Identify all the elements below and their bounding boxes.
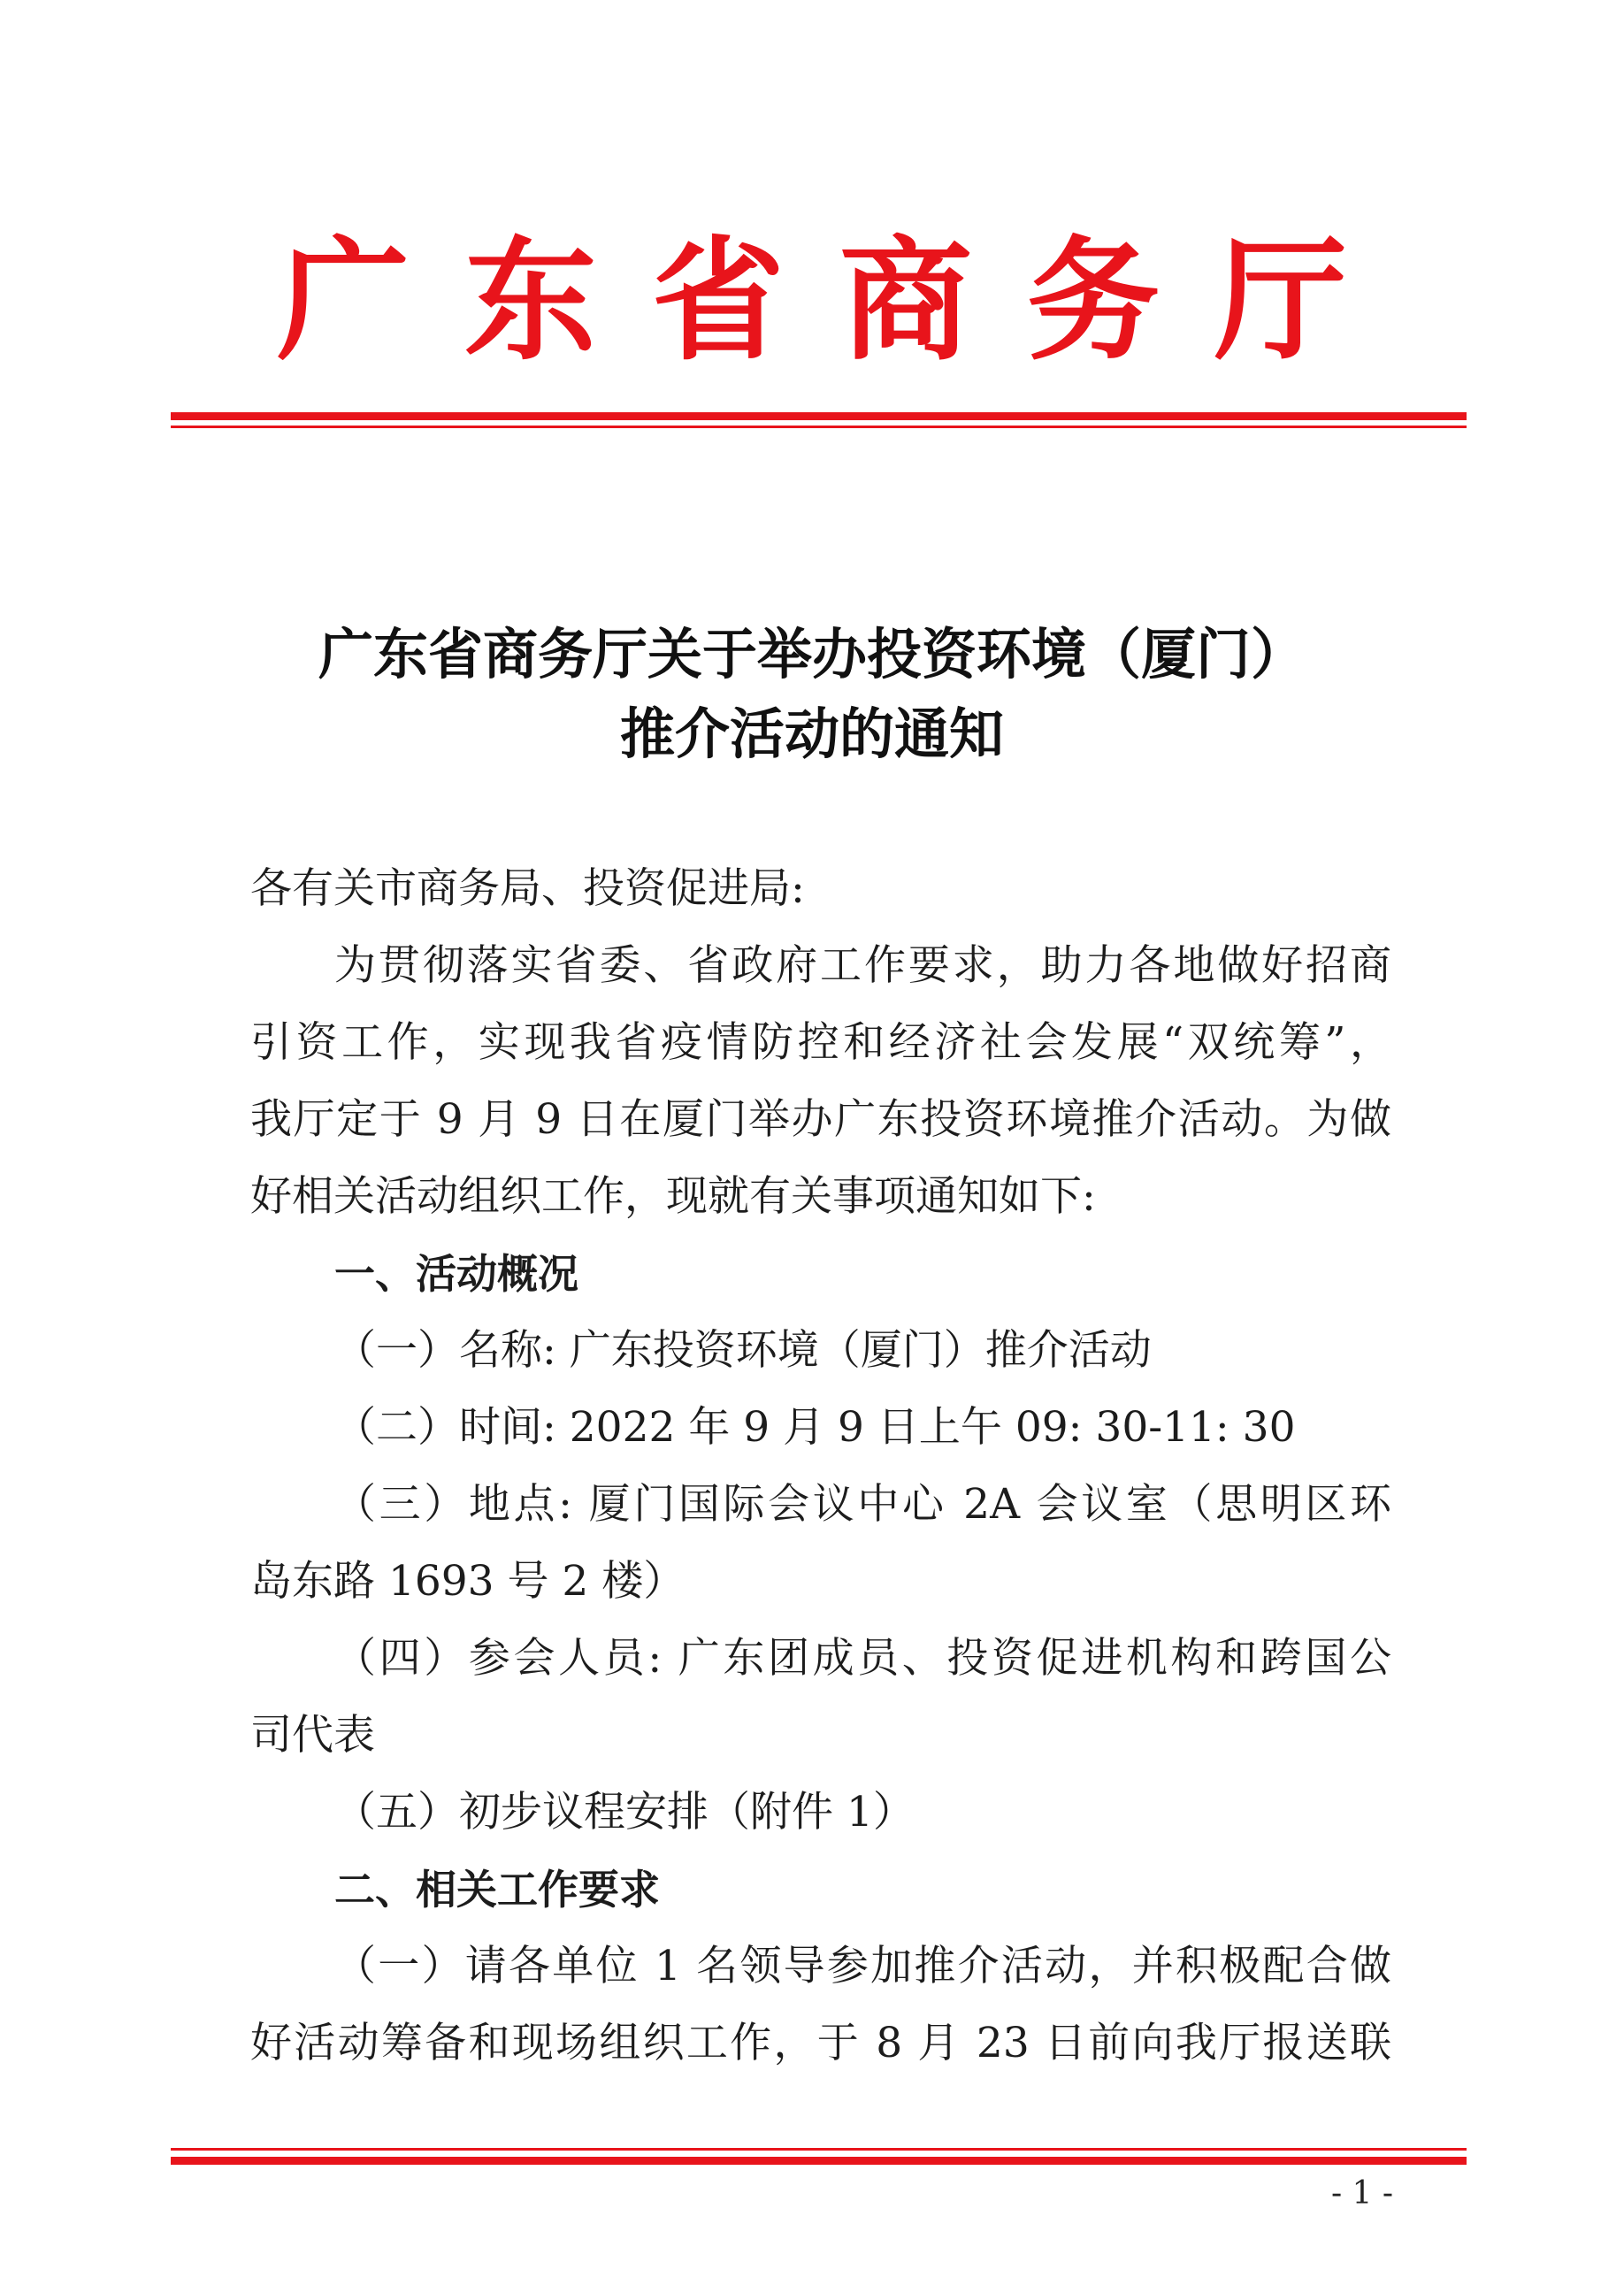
- section-heading-1: 一、活动概况: [334, 1250, 578, 1298]
- item-name: （一）名称: 广东投资环境（厦门）推介活动: [334, 1326, 1152, 1375]
- footer-red-rule-thin: [171, 2148, 1467, 2151]
- document-title-line-2: 推介活动的通知: [619, 702, 1004, 766]
- header-red-rule-thick: [171, 412, 1467, 420]
- paragraph-1-line-4: 好相关活动组织工作，现就有关事项通知如下:: [250, 1172, 1096, 1221]
- header-red-rule-thin: [171, 426, 1467, 428]
- item-attendees-line-1: （四）参会人员: 广东团成员、投资促进机构和跨国公: [334, 1634, 1391, 1683]
- item-attendees-line-2: 司代表: [250, 1711, 375, 1760]
- section-heading-2: 二、相关工作要求: [334, 1866, 660, 1913]
- paragraph-1-line-1: 为贯彻落实省委、省政府工作要求，助力各地做好招商: [334, 941, 1391, 990]
- footer-red-rule-thick: [171, 2157, 1467, 2165]
- item-time: （二）时间: 2022 年 9 月 9 日上午 09: 30-11: 30: [334, 1403, 1296, 1452]
- item-agenda: （五）初步议程安排（附件 1）: [334, 1788, 915, 1837]
- paragraph-1-line-3: 我厅定于 9 月 9 日在厦门举办广东投资环境推介活动。为做: [250, 1095, 1391, 1144]
- item-location-line-1: （三）地点: 厦门国际会议中心 2A 会议室（思明区环: [334, 1480, 1391, 1529]
- requirement-1-line-2: 好活动筹备和现场组织工作，于 8 月 23 日前向我厅报送联: [250, 2019, 1391, 2067]
- paragraph-1-line-2: 引资工作，实现我省疫情防控和经济社会发展“双统筹”，: [250, 1018, 1391, 1067]
- requirement-1-line-1: （一）请各单位 1 名领导参加推介活动，并积极配合做: [334, 1942, 1392, 1990]
- document-title-line-1: 广东省商务厅关于举办投资环境（厦门）: [318, 622, 1306, 686]
- page-number: - 1 -: [1330, 2175, 1394, 2212]
- item-location-line-2: 岛东路 1693 号 2 楼）: [250, 1557, 686, 1606]
- masthead-title: 广东省商务厅: [276, 223, 1402, 379]
- salutation: 各有关市商务局、投资促进局:: [250, 864, 805, 913]
